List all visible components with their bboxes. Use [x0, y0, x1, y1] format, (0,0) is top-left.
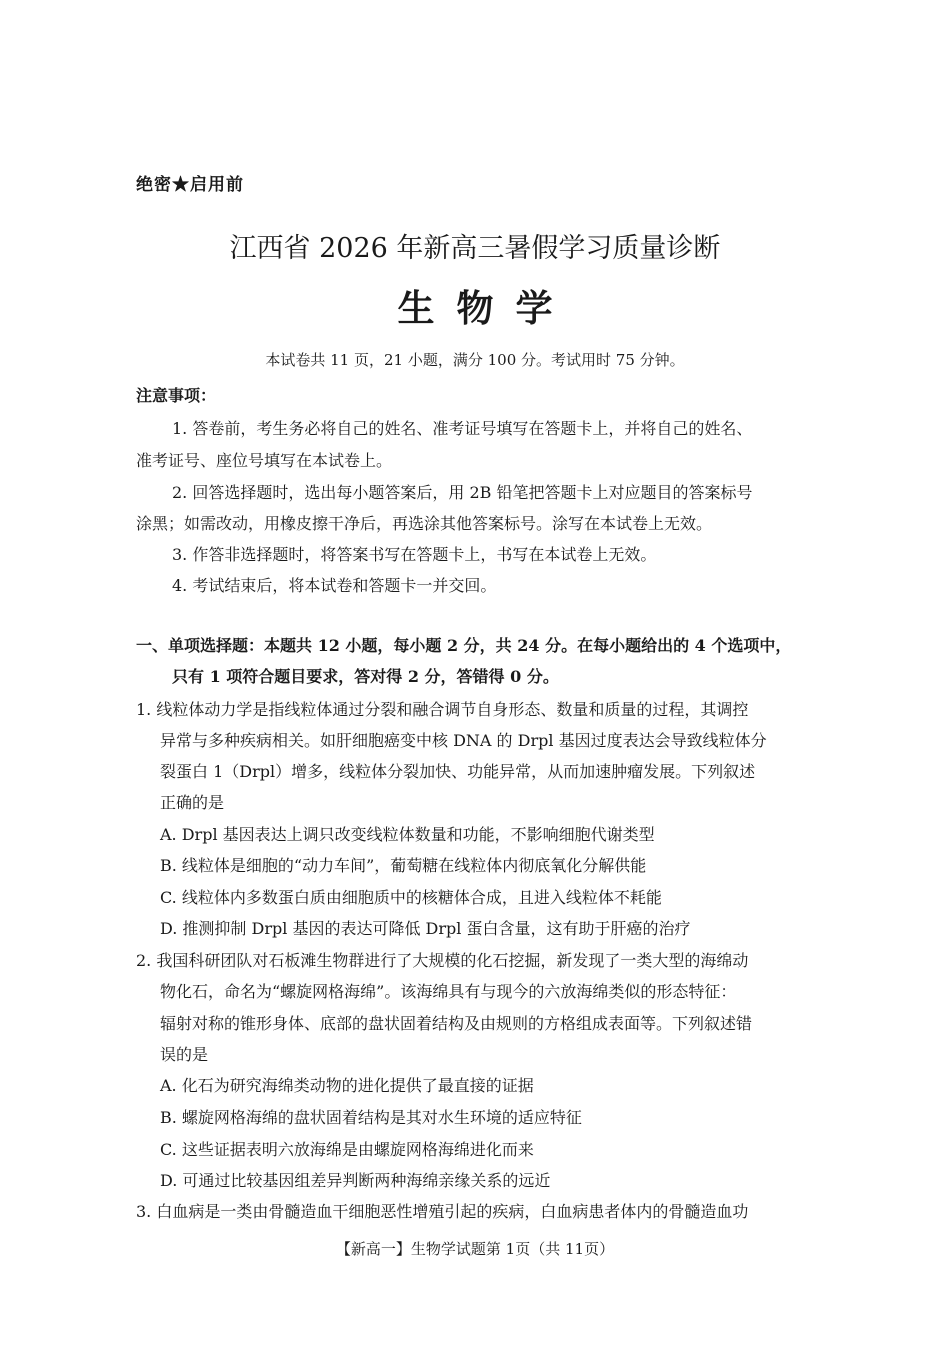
exam-title: 江西省 2026 年新高三暑假学习质量诊断 [229, 233, 721, 264]
notice-heading: 注意事项： [136, 386, 217, 405]
notice-item: 涂黑；如需改动，用橡皮擦干净后，再选涂其他答案标号。涂写在本试卷上无效。 [136, 514, 713, 533]
option-b: B. 螺旋网格海绵的盘状固着结构是其对水生环境的适应特征 [160, 1108, 582, 1127]
notice-item: 3. 作答非选择题时，将答案书写在答题卡上，书写在本试卷上无效。 [172, 545, 657, 564]
option-b: B. 线粒体是细胞的“动力车间”，葡萄糖在线粒体内彻底氧化分解供能 [160, 856, 647, 875]
question-stem: 物化石，命名为“螺旋网格海绵”。该海绵具有与现今的六放海绵类似的形态特征： [160, 982, 737, 1001]
question-stem: 3. 白血病是一类由骨髓造血干细胞恶性增殖引起的疾病，白血病患者体内的骨髓造血功 [136, 1202, 749, 1221]
option-d: D. 推测抑制 Drpl 基因的表达可降低 Drpl 蛋白含量，这有助于肝癌的治疗 [160, 919, 691, 938]
page-footer: 【新高一】生物学试题第 1页（共 11页） [335, 1240, 615, 1258]
option-c: C. 线粒体内多数蛋白质由细胞质中的核糖体合成，且进入线粒体不耗能 [160, 888, 662, 907]
notice-item: 1. 答卷前，考生务必将自己的姓名、准考证号填写在答题卡上，并将自己的姓名、 [172, 419, 753, 438]
option-d: D. 可通过比较基因组差异判断两种海绵亲缘关系的远近 [160, 1171, 551, 1190]
exam-info: 本试卷共 11 页，21 小题，满分 100 分。考试用时 75 分钟。 [265, 351, 685, 369]
question-stem: 裂蛋白 1（Drpl）增多，线粒体分裂加快、功能异常，从而加速肿瘤发展。下列叙述 [160, 762, 756, 781]
option-c: C. 这些证据表明六放海绵是由螺旋网格海绵进化而来 [160, 1140, 534, 1159]
notice-item: 2. 回答选择题时，选出每小题答案后，用 2B 铅笔把答题卡上对应题目的答案标号 [172, 483, 753, 502]
question-stem: 1. 线粒体动力学是指线粒体通过分裂和融合调节自身形态、数量和质量的过程，其调控 [136, 700, 749, 719]
option-a: A. 化石为研究海绵类动物的进化提供了最直接的证据 [160, 1076, 534, 1095]
question-stem: 2. 我国科研团队对石板滩生物群进行了大规模的化石挖掘，新发现了一类大型的海绵动 [136, 951, 749, 970]
question-stem: 辐射对称的锥形身体、底部的盘状固着结构及由规则的方格组成表面等。下列叙述错 [160, 1014, 753, 1033]
question-stem: 正确的是 [160, 793, 225, 812]
section-heading-cont: 只有 1 项符合题目要求，答对得 2 分，答错得 0 分。 [172, 667, 559, 686]
section-heading: 一、单项选择题：本题共 12 小题，每小题 2 分，共 24 分。在每小题给出的 4 个选项中， [136, 636, 792, 655]
option-a: A. Drpl 基因表达上调只改变线粒体数量和功能，不影响细胞代谢类型 [160, 825, 655, 844]
notice-item: 4. 考试结束后，将本试卷和答题卡一并交回。 [172, 576, 497, 595]
question-stem: 异常与多种疾病相关。如肝细胞癌变中核 DNA 的 Drpl 基因过度表达会导致线粒体分 [160, 731, 767, 750]
question-stem: 误的是 [160, 1045, 209, 1064]
notice-item: 准考证号、座位号填写在本试卷上。 [136, 451, 393, 470]
secret-mark: 绝密★启用前 [136, 175, 244, 195]
subject-title: 生物学 [397, 286, 575, 330]
